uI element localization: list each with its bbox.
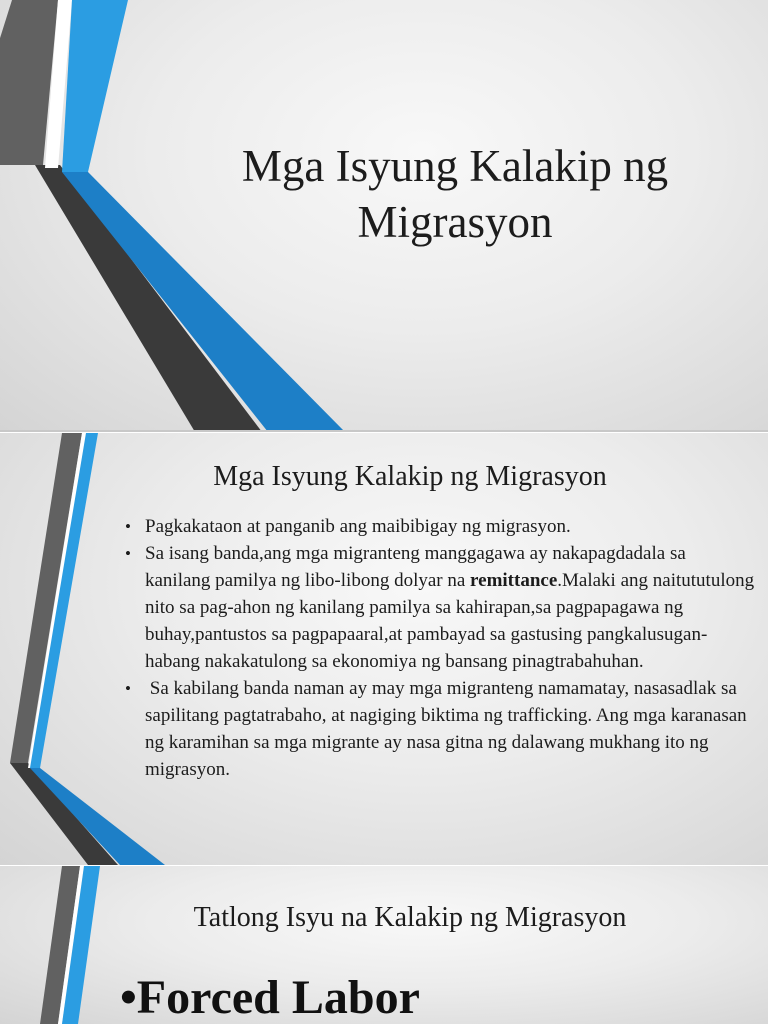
bullet-text: Sa kabilang banda naman ay may mga migranteng namamatay, nasasadlak sa sapilitang pagtatrabaho, at nagiging biktima ng trafficking. Ang mga karanasan ng karamihan sa mga migrante ay nasa gitna ng dalawang mukhang ito ng migrasyon. bbox=[145, 678, 752, 780]
slide-title bbox=[0, 0, 768, 432]
bullet-list bbox=[125, 513, 755, 783]
bullet-text: .Malaki ang naitututulong nito sa pag-ahon ng kanilang pamilya sa kahirapan,sa pagpapagawa ng buhay,pantustos sa pagpapaaral,at pambayad sa gastusing pangkalusugan-habang nakakatulong sa ekonomiya ng bansang pinagtrabahuhan. bbox=[145, 570, 755, 672]
slide-three-issues bbox=[0, 866, 768, 1024]
slide-heading: Mga Isyung Kalakip ng Migrasyon bbox=[213, 461, 607, 492]
slide-title-heading: Mga Isyung Kalakip ng Migrasyon bbox=[241, 141, 669, 247]
slide-issues bbox=[0, 433, 768, 865]
bold-term: remittance bbox=[470, 570, 558, 591]
bullet-item bbox=[125, 513, 755, 540]
slide-heading: Tatlong Isyu na Kalakip ng Migrasyon bbox=[193, 902, 627, 933]
forced-labor-bullet: •Forced Labor bbox=[120, 971, 420, 1024]
bullet-item bbox=[125, 540, 755, 675]
bullet-text: Sa isang banda,ang mga migranteng manggagawa ay nakapagdadala sa kanilang pamilya ng libo-libong dolyar na bbox=[145, 543, 686, 591]
bullet-text: Pagkakataon at panganib ang maibibigay ng migrasyon. bbox=[145, 516, 571, 537]
bullet-item bbox=[125, 675, 755, 783]
